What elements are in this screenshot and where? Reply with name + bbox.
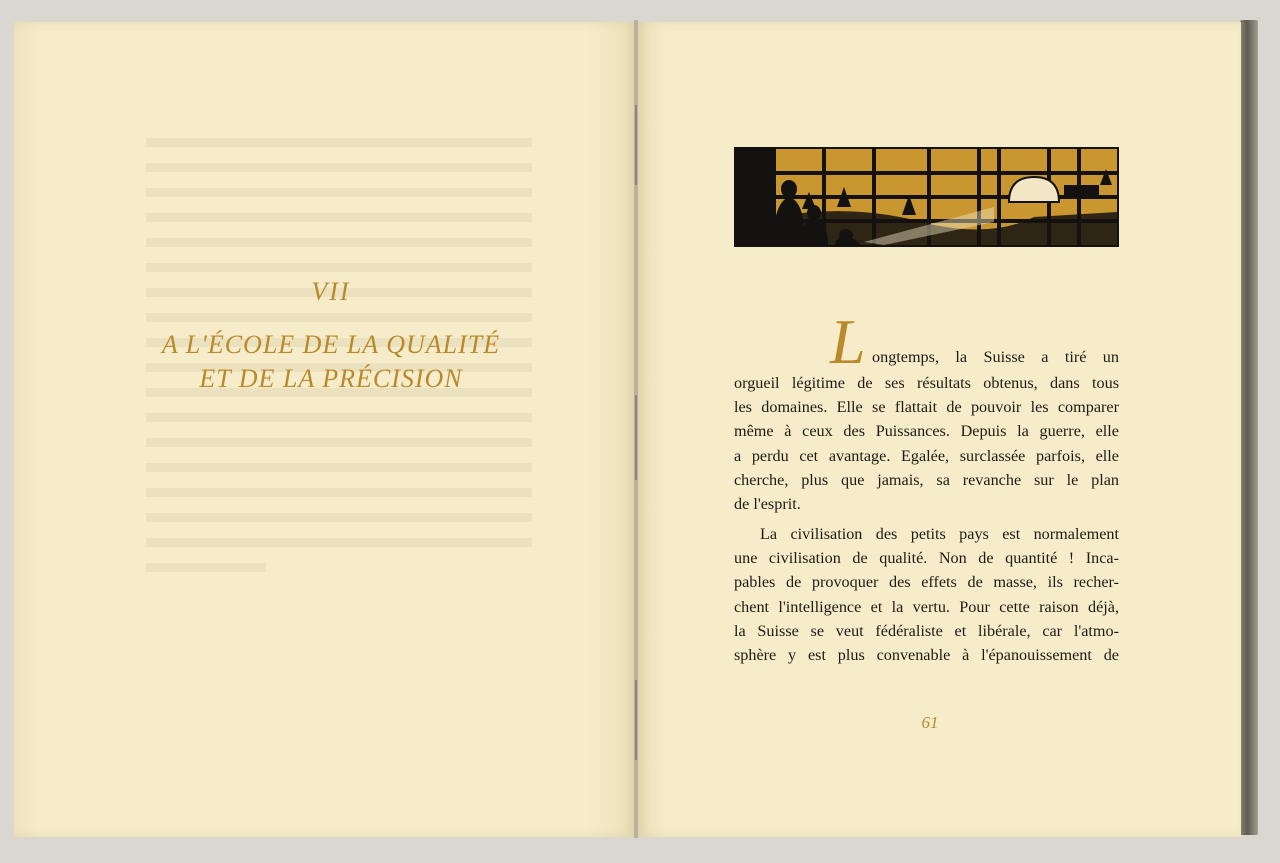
text-line: de l'esprit. — [734, 494, 801, 513]
page-number: 61 — [921, 713, 939, 732]
text-line: pables de provoquer des effets de masse, ils recher- — [734, 573, 1119, 592]
paragraph-2 — [734, 522, 1119, 667]
chapter-title-line2: ET DE LA PRÉCISION — [199, 364, 463, 393]
text-line: sphère y est plus convenable à l'épanouissement de — [734, 645, 1119, 664]
paragraph-1 — [734, 371, 1119, 516]
binding-stitch — [635, 105, 637, 185]
chapter-illustration — [734, 147, 1119, 247]
window-scene-illustration — [734, 147, 1119, 247]
text-line: a perdu cet avantage. Egalée, surclassée parfois, elle — [734, 446, 1119, 465]
text-line: même à ceux des Puissances. Depuis la guerre, elle — [734, 422, 1119, 441]
text-line: chent l'intelligence et la vertu. Pour cette raison déjà, — [734, 597, 1119, 616]
chapter-title-line1: A L'ÉCOLE DE LA QUALITÉ — [161, 330, 501, 359]
text-line: La civilisation des petits pays est normalement — [760, 525, 1119, 543]
first-line: ongtemps, la Suisse a tiré un — [872, 348, 1119, 366]
text-line: les domaines. Elle se flattait de pouvoir les comparer — [734, 398, 1119, 417]
binding-stitch — [635, 395, 637, 480]
text-line: orgueil légitime de ses résultats obtenus, dans tous — [734, 374, 1119, 392]
text-line: une civilisation de qualité. Non de quantité ! Inca- — [734, 549, 1119, 568]
text-line: la Suisse se veut fédéraliste et libérale, car l'atmo- — [734, 621, 1119, 640]
book-edge — [1240, 20, 1258, 835]
chapter-number: VII — [311, 277, 351, 306]
binding-stitch — [635, 680, 637, 760]
text-line: cherche, plus que jamais, sa revanche sur le plan — [734, 470, 1119, 489]
drop-cap: L — [830, 306, 866, 377]
